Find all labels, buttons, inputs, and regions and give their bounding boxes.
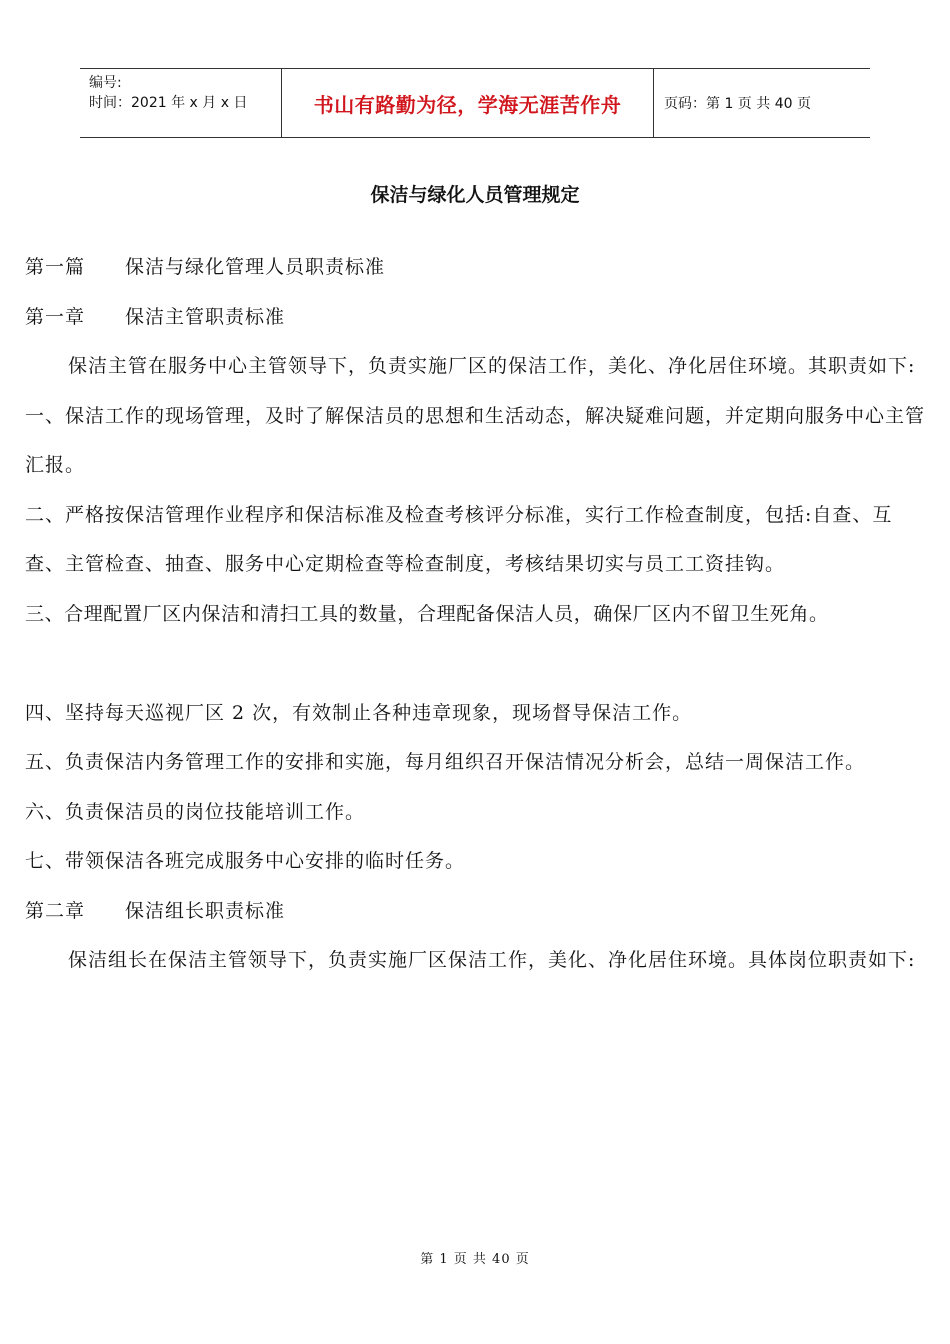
page-footer: 第 1 页 共 40 页 (420, 1252, 530, 1267)
duty-item-4: 四、坚持每天巡视厂区 2 次，有效制止各种违章现象，现场督导保洁工作。 (25, 701, 693, 724)
document-title: 保洁与绿化人员管理规定 (370, 184, 580, 206)
date-text: 时间：2021 年 x 月 x 日 (89, 95, 248, 111)
chapter-label-1: 第一章 (25, 305, 86, 328)
duty-item-6: 六、负责保洁员的岗位技能培训工作。 (25, 800, 366, 823)
document-body (25, 243, 930, 986)
part-title: 保洁与绿化管理人员职责标准 (125, 256, 386, 278)
duty-item-7: 七、带领保洁各班完成服务中心安排的临时任务。 (25, 850, 466, 872)
chapter-title-2: 保洁组长职责标准 (125, 899, 286, 922)
chapter-label-2: 第二章 (25, 899, 86, 922)
code-label: 编号: (89, 75, 122, 91)
chapter-intro-1: 保洁主管在服务中心主管领导下，负责实施厂区的保洁工作，美化、净化居住环境。其职责如下: (68, 355, 916, 377)
part-heading (25, 243, 930, 293)
chapter-heading-2 (25, 887, 930, 937)
duty-item-3: 三、合理配置厂区内保洁和清扫工具的数量，合理配备保洁人员，确保厂区内不留卫生死角。 (25, 602, 829, 625)
chapter-intro-2: 保洁组长在保洁主管领导下，负责实施厂区保洁工作，美化、净化居住环境。具体岗位职责如下: (68, 949, 916, 971)
chapter-heading-1 (25, 293, 930, 343)
header-meta-cell (80, 69, 282, 137)
page-info-cell (654, 69, 870, 137)
header-table (80, 68, 870, 138)
motto-cell (282, 69, 654, 137)
page-info-text: 页码：第 1 页 共 40 页 (664, 96, 811, 112)
part-label: 第一篇 (25, 256, 86, 278)
chapter-title-1: 保洁主管职责标准 (125, 305, 286, 328)
duty-item-1: 一、保洁工作的现场管理，及时了解保洁员的思想和生活动态，解决疑难问题，并定期向服务中心主管汇报。 (25, 404, 926, 476)
motto-text: 书山有路勤为径，学海无涯苦作舟 (313, 92, 622, 117)
duty-item-5: 五、负责保洁内务管理工作的安排和实施，每月组织召开保洁情况分析会，总结一周保洁工作。 (25, 751, 866, 773)
duty-item-2: 二、严格按保洁管理作业程序和保洁标准及检查考核评分标准，实行工作检查制度，包括:自查、互查、主管检查、抽查、服务中心定期检查等检查制度，考核结果切实与员工工资挂钩。 (25, 503, 893, 575)
spacer (25, 639, 930, 689)
